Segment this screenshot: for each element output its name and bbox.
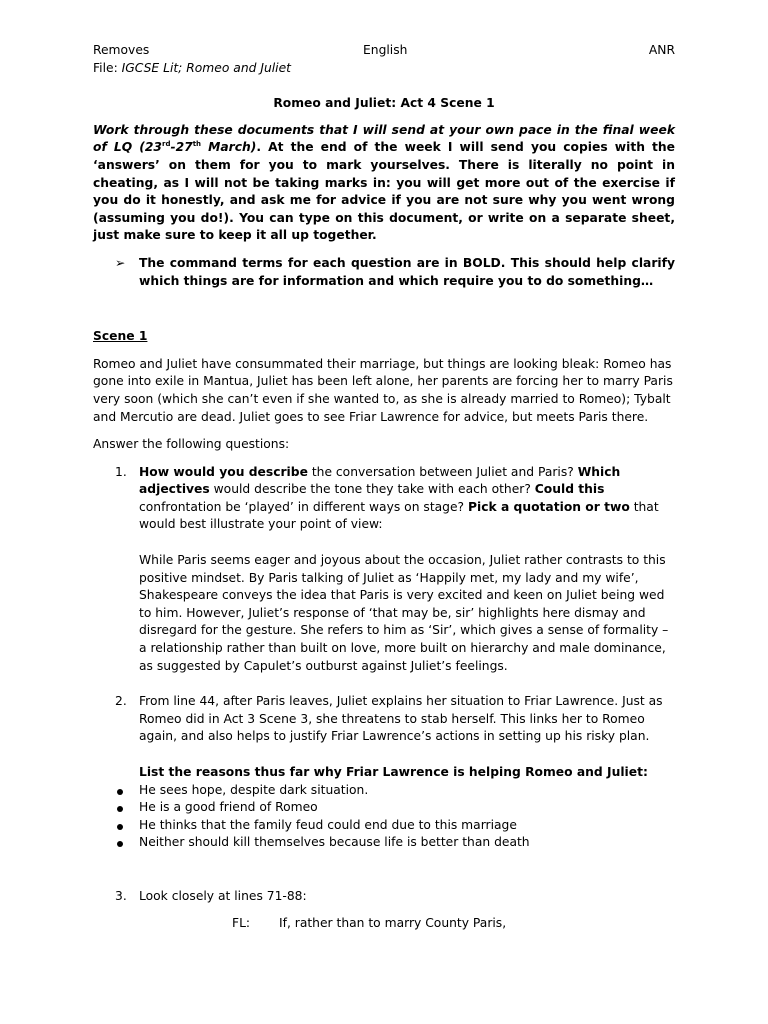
bullet-icon bbox=[117, 789, 123, 795]
file-label: File: bbox=[93, 60, 122, 75]
list-item bbox=[93, 799, 675, 817]
question-2-prompt: List the reasons thus far why Friar Lawrence is helping Romeo and Juliet: bbox=[139, 765, 648, 779]
question-text-part: the conversation between Juliet and Paris? bbox=[307, 464, 578, 479]
header-initials: ANR bbox=[648, 43, 675, 57]
bullet-icon bbox=[117, 841, 123, 847]
question-text-part: confrontation be ‘played’ in different ways on stage? bbox=[139, 499, 468, 514]
scene-heading: Scene 1 bbox=[93, 329, 148, 344]
quoted-line-text: If, rather than to marry County Paris, bbox=[279, 915, 507, 930]
question-text-part: that would best illustrate your point of view: bbox=[139, 499, 659, 532]
question-1 bbox=[93, 464, 675, 676]
question-1-answer: While Paris seems eager and joyous about the occasion, Juliet rather contrasts to this positive mindset. By Paris talking of Juliet as ‘Happily met, my lady and my wife’, Shakespeare conveys the idea that Paris is very excited and keen on Juliet being wed to him. However, Juliet’s response of ‘that may be, sir’ highlights here dismay and disregard for the gesture. She refers to him as ‘Sir’, which gives a sense of formality – a relationship rather than built on love, more built on hierarchy and male dominance, as suggested by Capulet’s outburst against Juliet’s feelings. bbox=[139, 553, 669, 673]
document-header bbox=[93, 42, 675, 60]
question-3 bbox=[93, 888, 675, 906]
command-term: How would you describe bbox=[139, 464, 308, 479]
file-line bbox=[93, 60, 675, 78]
speaker-label: FL: bbox=[232, 915, 251, 930]
intro-italic-1: Work through these documents that I will send at your own pace in the final week of LQ (23 bbox=[93, 122, 675, 155]
reasons-list bbox=[93, 782, 675, 852]
question-2-text: From line 44, after Paris leaves, Juliet explains her situation to Friar Lawrence. Just as Romeo did in Act 3 Scene 3, she threatens to stab herself. This links her to Romeo again, and also helps to justify Friar Lawrence’s actions in setting up his risky plan. bbox=[139, 694, 663, 744]
scene-summary: Romeo and Juliet have consummated their marriage, but things are looking bleak: Romeo has gone into exile in Mantua, Juliet has been left alone, her parents are forcing her to marry Paris very soon (which she can’t even if she wanted to, as she is already married to Romeo); Tybalt and Mercutio are dead. Juliet goes to see Friar Lawrence for advice, but meets Paris there. bbox=[93, 356, 673, 424]
document-page bbox=[93, 42, 675, 932]
question-2 bbox=[93, 693, 675, 781]
question-number: 2. bbox=[115, 694, 127, 709]
list-item bbox=[93, 782, 675, 800]
intro-sup-2: th bbox=[192, 140, 202, 149]
list-item-text: He thinks that the family feud could end due to this marriage bbox=[139, 817, 517, 832]
command-term: Which adjectives bbox=[139, 464, 621, 497]
header-subject: English bbox=[363, 43, 408, 57]
question-text-part: would describe the tone they take with each other? bbox=[209, 482, 535, 497]
quoted-line bbox=[93, 915, 675, 933]
header-group: Removes bbox=[93, 43, 150, 57]
intro-sup-1: rd bbox=[162, 140, 171, 149]
question-3-text: Look closely at lines 71-88: bbox=[139, 888, 307, 903]
question-number: 3. bbox=[115, 888, 127, 903]
intro-rest: . At the end of the week I will send you copies with the ‘answers’ on them for you to mark yourselves. There is literally no point in cheating, as I will not be taking marks in: you will get more out of the exercise if you do it honestly, and ask me for advice if you are not sure why you went wrong (assuming you do!). You can type on this document, or write on a separate sheet, just make sure to keep it all up together. bbox=[93, 140, 676, 243]
list-item-text: He is a good friend of Romeo bbox=[139, 800, 318, 815]
intro-italic-2: -27 bbox=[170, 140, 193, 155]
list-item-text: He sees hope, despite dark situation. bbox=[139, 782, 369, 797]
page-title: Romeo and Juliet: Act 4 Scene 1 bbox=[273, 96, 495, 111]
command-term: Could this bbox=[534, 482, 605, 497]
list-item bbox=[93, 834, 675, 852]
answer-instructions: Answer the following questions: bbox=[93, 437, 290, 452]
command-terms-text: The command terms for each question are in BOLD. This should help clarify which things are for information and which require you to do something… bbox=[139, 255, 675, 288]
bullet-icon bbox=[117, 806, 123, 812]
command-term: Pick a quotation or two bbox=[467, 499, 630, 514]
intro-paragraph bbox=[93, 122, 675, 245]
arrow-bullet-icon: ➢ bbox=[115, 255, 126, 270]
command-terms-note bbox=[93, 255, 675, 290]
question-1-text bbox=[139, 464, 675, 534]
bullet-icon bbox=[117, 824, 123, 830]
question-number: 1. bbox=[115, 464, 127, 479]
list-item bbox=[93, 817, 675, 835]
intro-italic-3: March) bbox=[201, 140, 257, 155]
file-name: IGCSE Lit; Romeo and Juliet bbox=[121, 60, 291, 75]
list-item-text: Neither should kill themselves because life is better than death bbox=[139, 835, 530, 850]
